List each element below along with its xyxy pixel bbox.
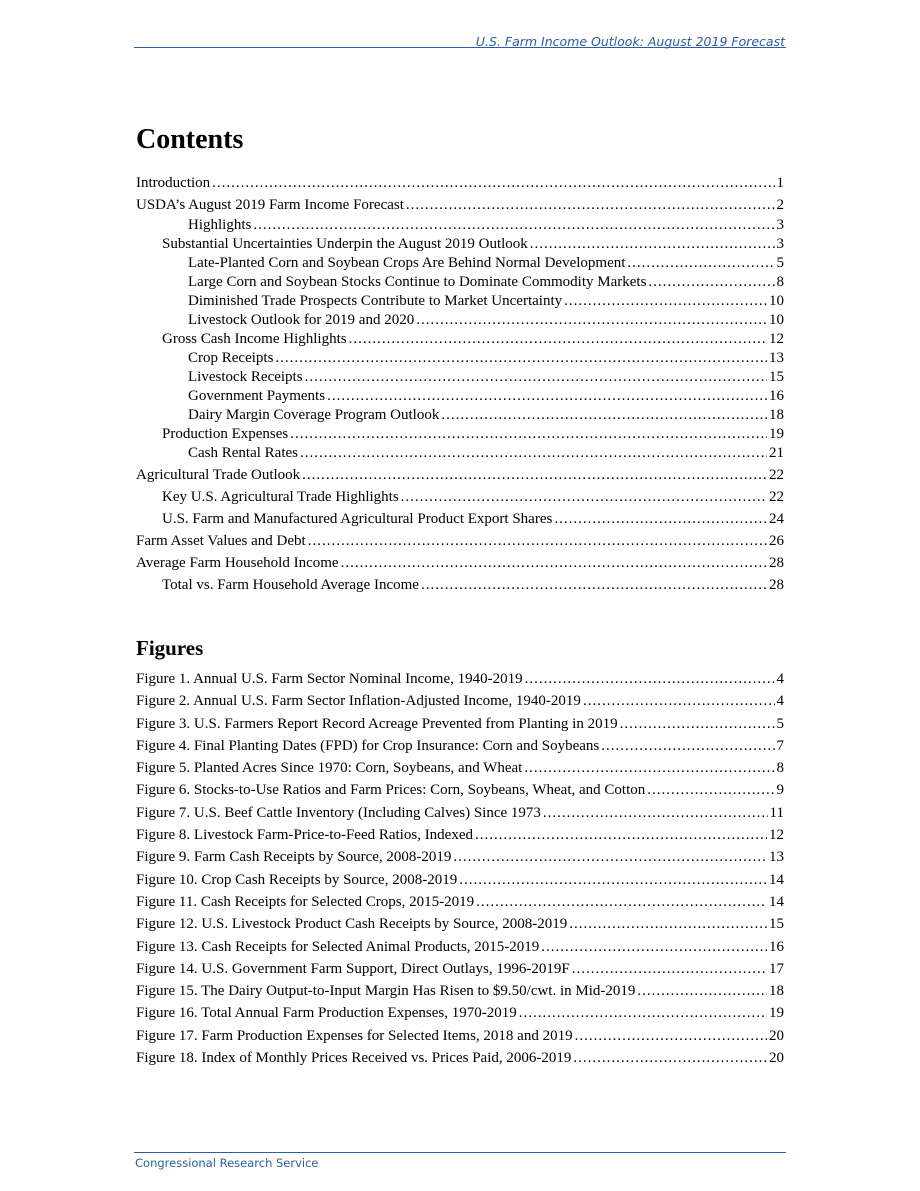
- figures-list: [136, 670, 784, 1068]
- contents-list: [136, 174, 784, 595]
- figure-entry[interactable]: Figure 10. Crop Cash Receipts by Source, 2008-2019 ..... 14: [136, 871, 784, 890]
- toc-entry[interactable]: Late-Planted Corn and Soybean Crops Are Behind Normal Development ..... 5: [136, 254, 784, 273]
- toc-entry[interactable]: Total vs. Farm Household Average Income ..... 28: [136, 576, 784, 595]
- toc-entry[interactable]: Gross Cash Income Highlights ..... 12: [136, 330, 784, 349]
- figure-entry[interactable]: Figure 3. U.S. Farmers Report Record Acreage Prevented from Planting in 2019 ..... 5: [136, 715, 784, 734]
- toc-entry[interactable]: Average Farm Household Income ..... 28: [136, 554, 784, 573]
- figure-entry[interactable]: Figure 8. Livestock Farm-Price-to-Feed Ratios, Indexed ..... 12: [136, 826, 784, 845]
- figure-entry[interactable]: Figure 6. Stocks-to-Use Ratios and Farm Prices: Corn, Soybeans, Wheat, and Cotton ..... 9: [136, 781, 784, 800]
- contents-heading: Contents: [136, 124, 244, 155]
- figure-entry[interactable]: Figure 9. Farm Cash Receipts by Source, 2008-2019 ..... 13: [136, 848, 784, 867]
- toc-entry[interactable]: Substantial Uncertainties Underpin the August 2019 Outlook ..... 3: [136, 235, 784, 254]
- figure-entry[interactable]: Figure 18. Index of Monthly Prices Received vs. Prices Paid, 2006-2019 ..... 20: [136, 1049, 784, 1068]
- toc-entry[interactable]: USDA’s August 2019 Farm Income Forecast ..... 2: [136, 196, 784, 215]
- figure-entry[interactable]: Figure 12. U.S. Livestock Product Cash Receipts by Source, 2008-2019 ..... 15: [136, 915, 784, 934]
- toc-entry[interactable]: Dairy Margin Coverage Program Outlook ..... 18: [136, 406, 784, 425]
- header-rule: [134, 47, 786, 48]
- figure-entry[interactable]: Figure 13. Cash Receipts for Selected Animal Products, 2015-2019 ..... 16: [136, 938, 784, 957]
- toc-entry[interactable]: Large Corn and Soybean Stocks Continue to Dominate Commodity Markets ..... 8: [136, 273, 784, 292]
- toc-entry[interactable]: Key U.S. Agricultural Trade Highlights ..... 22: [136, 488, 784, 507]
- toc-entry[interactable]: Farm Asset Values and Debt ..... 26: [136, 532, 784, 551]
- figures-heading: Figures: [136, 636, 204, 660]
- figure-entry[interactable]: Figure 1. Annual U.S. Farm Sector Nominal Income, 1940-2019 ..... 4: [136, 670, 784, 689]
- running-header: U.S. Farm Income Outlook: August 2019 Forecast: [475, 34, 785, 49]
- figure-entry[interactable]: Figure 2. Annual U.S. Farm Sector Inflation-Adjusted Income, 1940-2019 ..... 4: [136, 692, 784, 711]
- toc-entry[interactable]: Livestock Outlook for 2019 and 2020 ..... 10: [136, 311, 784, 330]
- figure-entry[interactable]: Figure 5. Planted Acres Since 1970: Corn, Soybeans, and Wheat ..... 8: [136, 759, 784, 778]
- figure-entry[interactable]: Figure 11. Cash Receipts for Selected Crops, 2015-2019 ..... 14: [136, 893, 784, 912]
- figure-entry[interactable]: Figure 7. U.S. Beef Cattle Inventory (Including Calves) Since 1973 ..... 11: [136, 804, 784, 823]
- toc-entry[interactable]: Livestock Receipts ..... 15: [136, 368, 784, 387]
- figure-entry[interactable]: Figure 15. The Dairy Output-to-Input Margin Has Risen to $9.50/cwt. in Mid-2019 ..... 18: [136, 982, 784, 1001]
- toc-entry[interactable]: Production Expenses ..... 19: [136, 425, 784, 444]
- figure-entry[interactable]: Figure 16. Total Annual Farm Production Expenses, 1970-2019 ..... 19: [136, 1004, 784, 1023]
- figure-entry[interactable]: Figure 17. Farm Production Expenses for Selected Items, 2018 and 2019 ..... 20: [136, 1027, 784, 1046]
- toc-entry[interactable]: Cash Rental Rates ..... 21: [136, 444, 784, 463]
- toc-entry[interactable]: Crop Receipts ..... 13: [136, 349, 784, 368]
- toc-entry[interactable]: Diminished Trade Prospects Contribute to Market Uncertainty ..... 10: [136, 292, 784, 311]
- toc-entry[interactable]: U.S. Farm and Manufactured Agricultural Product Export Shares ..... 24: [136, 510, 784, 529]
- figure-entry[interactable]: Figure 4. Final Planting Dates (FPD) for Crop Insurance: Corn and Soybeans ..... 7: [136, 737, 784, 756]
- footer-publisher: Congressional Research Service: [135, 1156, 319, 1170]
- toc-entry[interactable]: Introduction ..... 1: [136, 174, 784, 193]
- toc-entry[interactable]: Agricultural Trade Outlook ..... 22: [136, 466, 784, 485]
- toc-entry[interactable]: Government Payments ..... 16: [136, 387, 784, 406]
- footer-rule: [134, 1152, 786, 1153]
- toc-entry[interactable]: Highlights ..... 3: [136, 216, 784, 235]
- figure-entry[interactable]: Figure 14. U.S. Government Farm Support, Direct Outlays, 1996-2019F ..... 17: [136, 960, 784, 979]
